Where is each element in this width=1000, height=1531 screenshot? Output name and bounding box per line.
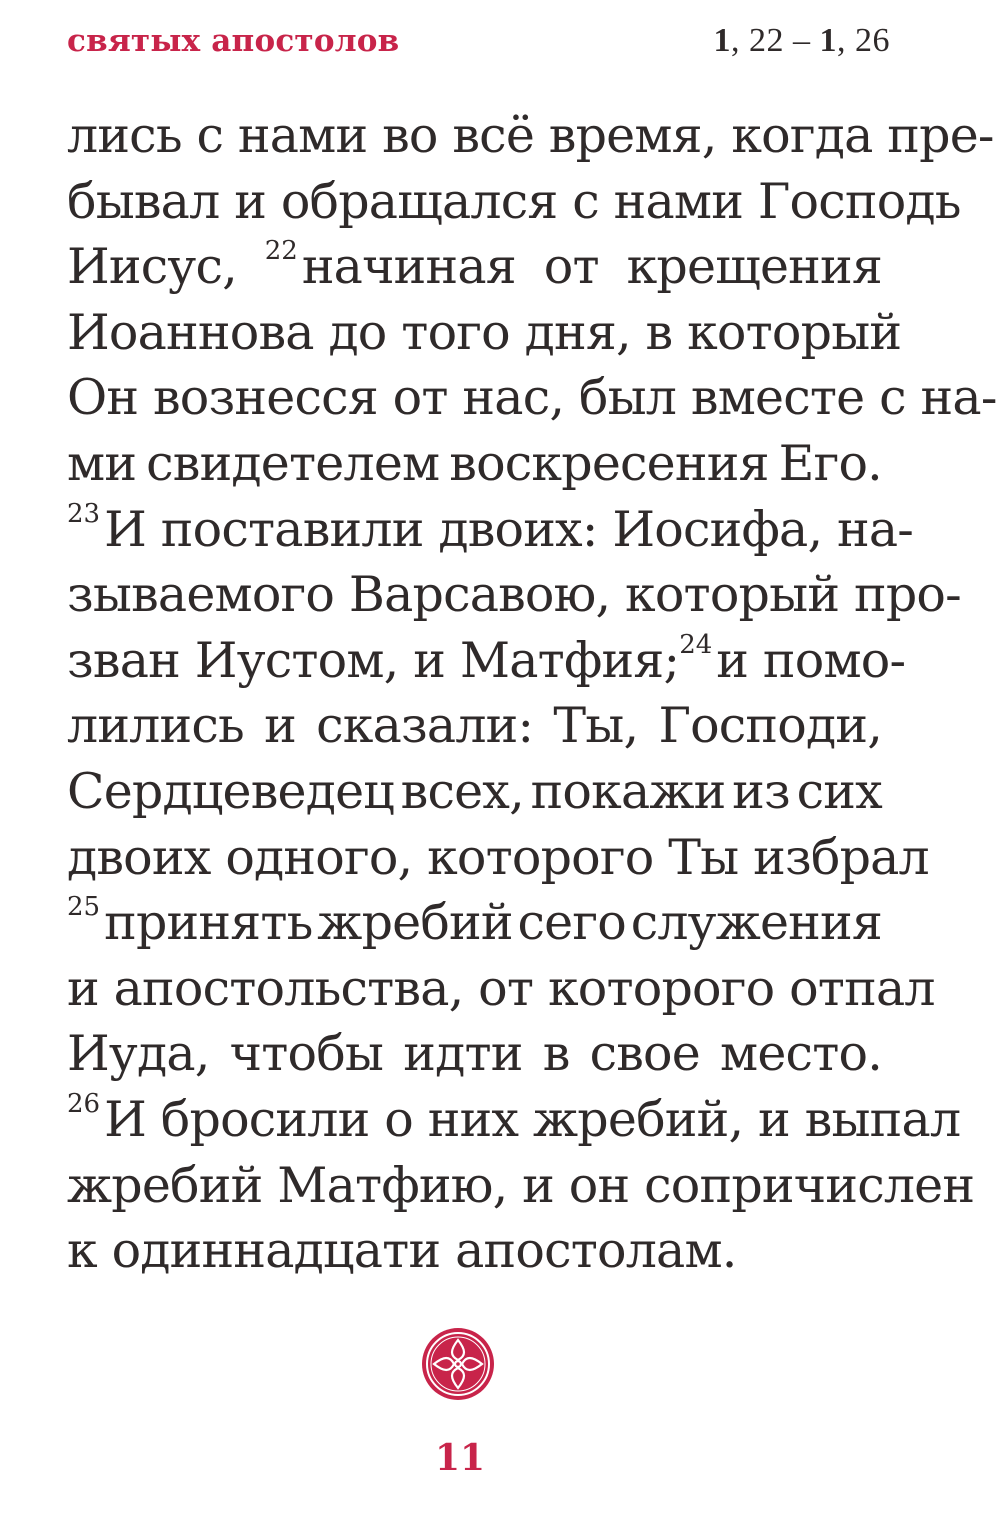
text-segment: сказали: (316, 697, 534, 755)
page-header (67, 22, 890, 82)
text-segment: воскресения (449, 434, 769, 492)
verse-number: 22 (264, 236, 298, 267)
text-segment: служения (630, 894, 882, 952)
text-segment: покажи (530, 762, 726, 820)
text-segment: и (264, 697, 296, 755)
text-segment: жребий (317, 894, 513, 952)
ref-start-chapter: 1 (713, 22, 731, 59)
verse-number: 23 (67, 498, 101, 529)
text-segment: свое (589, 1025, 700, 1083)
verse-segment (67, 497, 913, 563)
verse-text: И бросили о них жребий, и выпал (104, 1090, 961, 1148)
verse-text: и помо- (716, 631, 906, 689)
text-segment: крещения (626, 238, 882, 296)
text-line (67, 497, 914, 563)
text-segment: двоих одного, которого Ты избрал (67, 828, 929, 886)
text-segment: от (543, 238, 599, 296)
ref-end-chapter: 1 (819, 22, 837, 59)
text-line (67, 693, 882, 759)
text-line (67, 1021, 882, 1087)
text-segment: Ты, (553, 697, 639, 755)
text-segment: Его. (778, 434, 882, 492)
ref-end-verse: , 26 (837, 22, 890, 59)
text-line (67, 759, 882, 825)
text-segment: идти (403, 1025, 523, 1083)
text-segment: Иуда, (67, 1025, 210, 1083)
text-line (67, 234, 882, 300)
text-segment: Он вознесся от нас, был вместе с на- (67, 369, 997, 427)
text-segment: Господи, (658, 697, 882, 755)
text-segment: Иисус, (67, 238, 237, 296)
text-segment: бывал и обращался с нами Господь (67, 172, 961, 230)
ref-dash: – (784, 22, 820, 59)
text-segment: лились (67, 697, 244, 755)
verse-number: 24 (679, 629, 713, 660)
text-segment: жребий Матфию, и он сопричислен (67, 1156, 975, 1214)
text-segment: сих (796, 762, 882, 820)
rosette-ornament-icon (420, 1326, 496, 1402)
text-segment: зываемого Варсавою, который про- (67, 566, 961, 624)
verse-text: И поставили двоих: Иосифа, на- (104, 500, 914, 558)
text-segment: Иоаннова до того дня, в который (67, 303, 902, 361)
page-number: 11 (434, 1437, 486, 1479)
text-line (67, 169, 961, 235)
text-segment: лись с нами во всё время, когда пре- (67, 107, 994, 164)
scripture-text (67, 103, 997, 1284)
text-segment: ми (67, 434, 137, 492)
verse-number: 26 (67, 1088, 101, 1119)
text-segment: всех, (400, 762, 524, 820)
verse-segment (67, 890, 313, 956)
text-segment: зван Иустом, и Матфия; (67, 631, 680, 689)
text-line (67, 956, 935, 1022)
text-segment: чтобы (229, 1025, 384, 1083)
text-line (67, 890, 882, 956)
text-line (67, 1153, 975, 1219)
verse-segment (679, 628, 905, 694)
text-line (67, 1087, 961, 1153)
ref-start-verse: , 22 (731, 22, 784, 59)
text-segment: сего (517, 894, 626, 952)
verse-segment (265, 234, 516, 300)
text-segment: Сердцеведец (67, 762, 394, 820)
text-line (67, 562, 961, 628)
text-line (67, 365, 997, 431)
text-line (67, 431, 882, 497)
verse-segment (67, 1087, 960, 1153)
verse-text: принять (104, 894, 313, 952)
text-line (67, 628, 906, 694)
text-segment: место. (720, 1025, 882, 1083)
verse-number: 25 (67, 892, 101, 923)
text-segment: к одиннадцати апостолам. (67, 1222, 737, 1280)
running-head: святых апостолов (67, 23, 400, 59)
verse-text: начиная (301, 238, 516, 296)
text-segment: и апостольства, от которого отпал (67, 959, 935, 1017)
text-line (67, 1218, 882, 1284)
chapter-verse-reference (714, 22, 891, 60)
text-segment: из (732, 762, 790, 820)
text-line (67, 300, 902, 366)
text-segment: свидетелем (146, 434, 440, 492)
text-segment: в (542, 1025, 570, 1083)
text-line (67, 103, 994, 169)
text-line (67, 825, 929, 891)
